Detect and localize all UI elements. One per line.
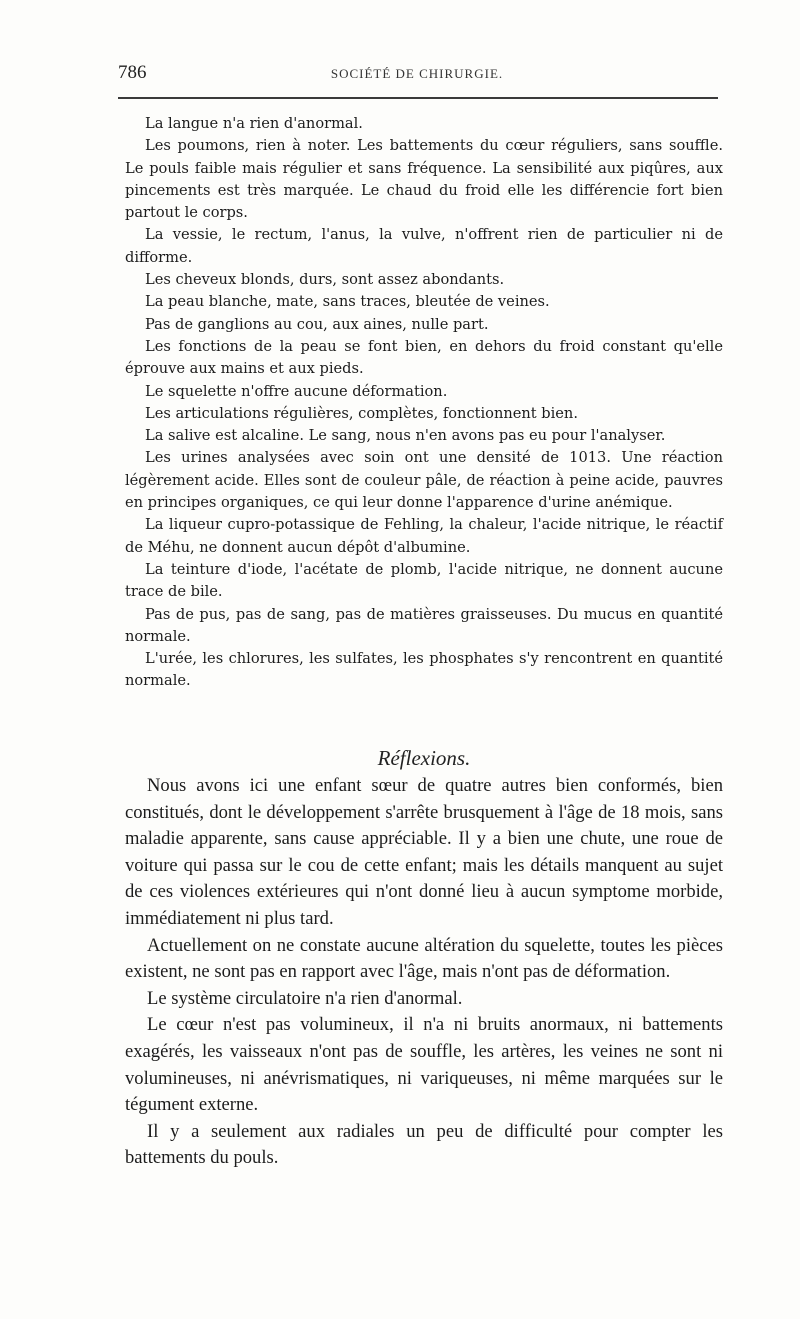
page-number: 786 bbox=[118, 62, 147, 83]
paragraph: La salive est alcaline. Le sang, nous n'en avons pas eu pour l'analyser. bbox=[145, 427, 666, 445]
paragraph: Les poumons, rien à noter. Les battements du cœur réguliers, sans souffle. Le pouls faible mais régulier et sans fréquence. La sensibilité aux piqûres, aux pincements est très marquée. Le chaud du froid elle les différencie fort bien partout le corps. bbox=[125, 137, 723, 222]
paragraph: Pas de pus, pas de sang, pas de matières graisseuses. Du mucus en quantité normale. bbox=[125, 605, 723, 645]
paragraph: Le système circulatoire n'a rien d'anormal. bbox=[147, 987, 463, 1009]
paragraph: La langue n'a rien d'anormal. bbox=[145, 115, 363, 132]
paragraph: Actuellement on ne constate aucune altération du squelette, toutes les pièces existent, ne sont pas en rapport avec l'âge, mais n'ont pas de déformation. bbox=[125, 934, 723, 983]
paragraph: Les urines analysées avec soin ont une densité de 1013. Une réaction légèrement acide. Elles sont de couleur pâle, de réaction à peine acide, pauvres en principes organiques, ce qui leur donne l'apparence d'urine anémique. bbox=[125, 449, 723, 512]
paragraph: Le squelette n'offre aucune déformation. bbox=[145, 382, 448, 400]
paragraph: La peau blanche, mate, sans traces, bleutée de veines. bbox=[145, 293, 550, 311]
paragraph: Pas de ganglions au cou, aux aines, nulle part. bbox=[145, 315, 489, 333]
header-rule bbox=[118, 97, 718, 99]
paragraph: La liqueur cupro-potassique de Fehling, la chaleur, l'acide nitrique, le réactif de Méhu, ne donnent aucun dépôt d'albumine. bbox=[125, 516, 723, 556]
paragraph: Le cœur n'est pas volumineux, il n'a ni bruits anormaux, ni battements exagérés, les vaisseaux n'ont pas de souffle, les artères, les veines ne sont ni volumineuses, ni anévrismatiques, ni variqueuses, ni même marquées sur le tégument externe. bbox=[125, 1014, 723, 1116]
paragraph: La vessie, le rectum, l'anus, la vulve, n'offrent rien de particulier ni de difforme. bbox=[125, 226, 723, 266]
paragraph: Les fonctions de la peau se font bien, en dehors du froid constant qu'elle éprouve aux mains et aux pieds. bbox=[125, 337, 723, 378]
paragraph: Il y a seulement aux radiales un peu de difficulté pour compter les battements du pouls. bbox=[125, 1120, 723, 1169]
page-header bbox=[112, 62, 722, 86]
paragraph: Les articulations régulières, complètes, fonctionnent bien. bbox=[145, 404, 578, 422]
section-heading: Réflexions. bbox=[377, 746, 471, 770]
running-title: SOCIÉTÉ DE CHIRURGIE. bbox=[330, 66, 504, 81]
paragraph: Nous avons ici une enfant sœur de quatre autres bien conformés, bien constitués, dont le développement s'arrête brusquement à l'âge de 18 mois, sans maladie apparente, sans cause appréciable. Il y a bien une chute, une roue de voiture qui passa sur le cou de cette enfant; mais les détails manquent au sujet de ces violences extérieures qui n'ont donné lieu à aucun symptome morbide, immédiatement ni plus tard. bbox=[125, 775, 723, 929]
paragraph: Les cheveux blonds, durs, sont assez abondants. bbox=[145, 271, 505, 289]
paragraph: La teinture d'iode, l'acétate de plomb, l'acide nitrique, ne donnent aucune trace de bile. bbox=[125, 560, 723, 601]
clinical-observations bbox=[125, 113, 723, 693]
paragraph: L'urée, les chlorures, les sulfates, les phosphates s'y rencontrent en quantité normale. bbox=[125, 650, 723, 690]
reflections-section bbox=[125, 773, 723, 1172]
